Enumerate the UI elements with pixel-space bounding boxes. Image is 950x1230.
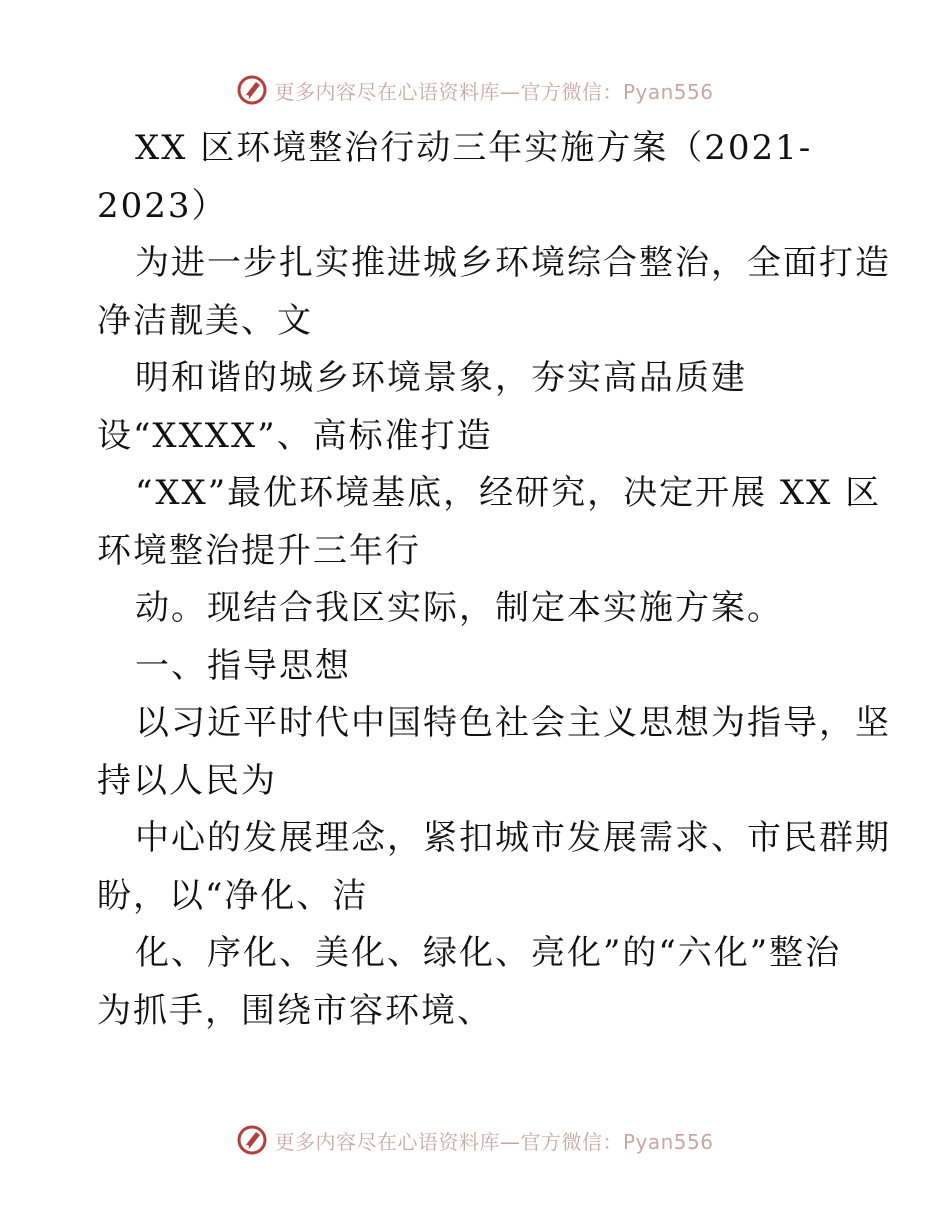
paragraph-line: “XX”最优环境基底，经研究，决定开展 XX 区 [135,473,882,513]
paragraph-line: 化、序化、美化、绿化、亮化”的“六化”整治 [135,933,842,973]
brand-logo-icon [236,1124,268,1156]
paragraph-line: 动。现结合我区实际，制定本实施方案。 [135,588,783,628]
section-heading: 一、指导思想 [135,645,351,686]
title-line-1: XX 区环境整治行动三年实施方案（2021- [135,128,813,168]
header-watermark-banner [0,70,950,110]
footer-watermark-text: 更多内容尽在心语资料库—官方微信：Pyan556 [274,1129,714,1154]
title-line-2: 2023） [97,185,228,226]
paragraph-line: 环境整治提升三年行 [97,530,421,571]
footer-watermark-banner [0,1120,950,1160]
header-watermark-text: 更多内容尽在心语资料库—官方微信：Pyan556 [274,79,714,104]
paragraph-line: 盼，以“净化、洁 [97,875,369,916]
paragraph-line: 为抓手，围绕市容环境、 [97,990,493,1031]
document-body [97,120,891,1040]
paragraph-line: 设“XXXX”、高标准打造 [97,415,493,456]
paragraph-line: 为进一步扎实推进城乡环境综合整治，全面打造 [135,243,891,283]
paragraph-line: 持以人民为 [97,760,277,801]
paragraph-line: 净洁靓美、文 [97,300,313,341]
paragraph-line: 中心的发展理念，紧扣城市发展需求、市民群期 [135,818,891,858]
paragraph-line: 明和谐的城乡环境景象，夯实高品质建 [135,358,747,398]
brand-logo-icon [236,74,268,106]
paragraph-line: 以习近平时代中国特色社会主义思想为指导，坚 [135,703,891,743]
